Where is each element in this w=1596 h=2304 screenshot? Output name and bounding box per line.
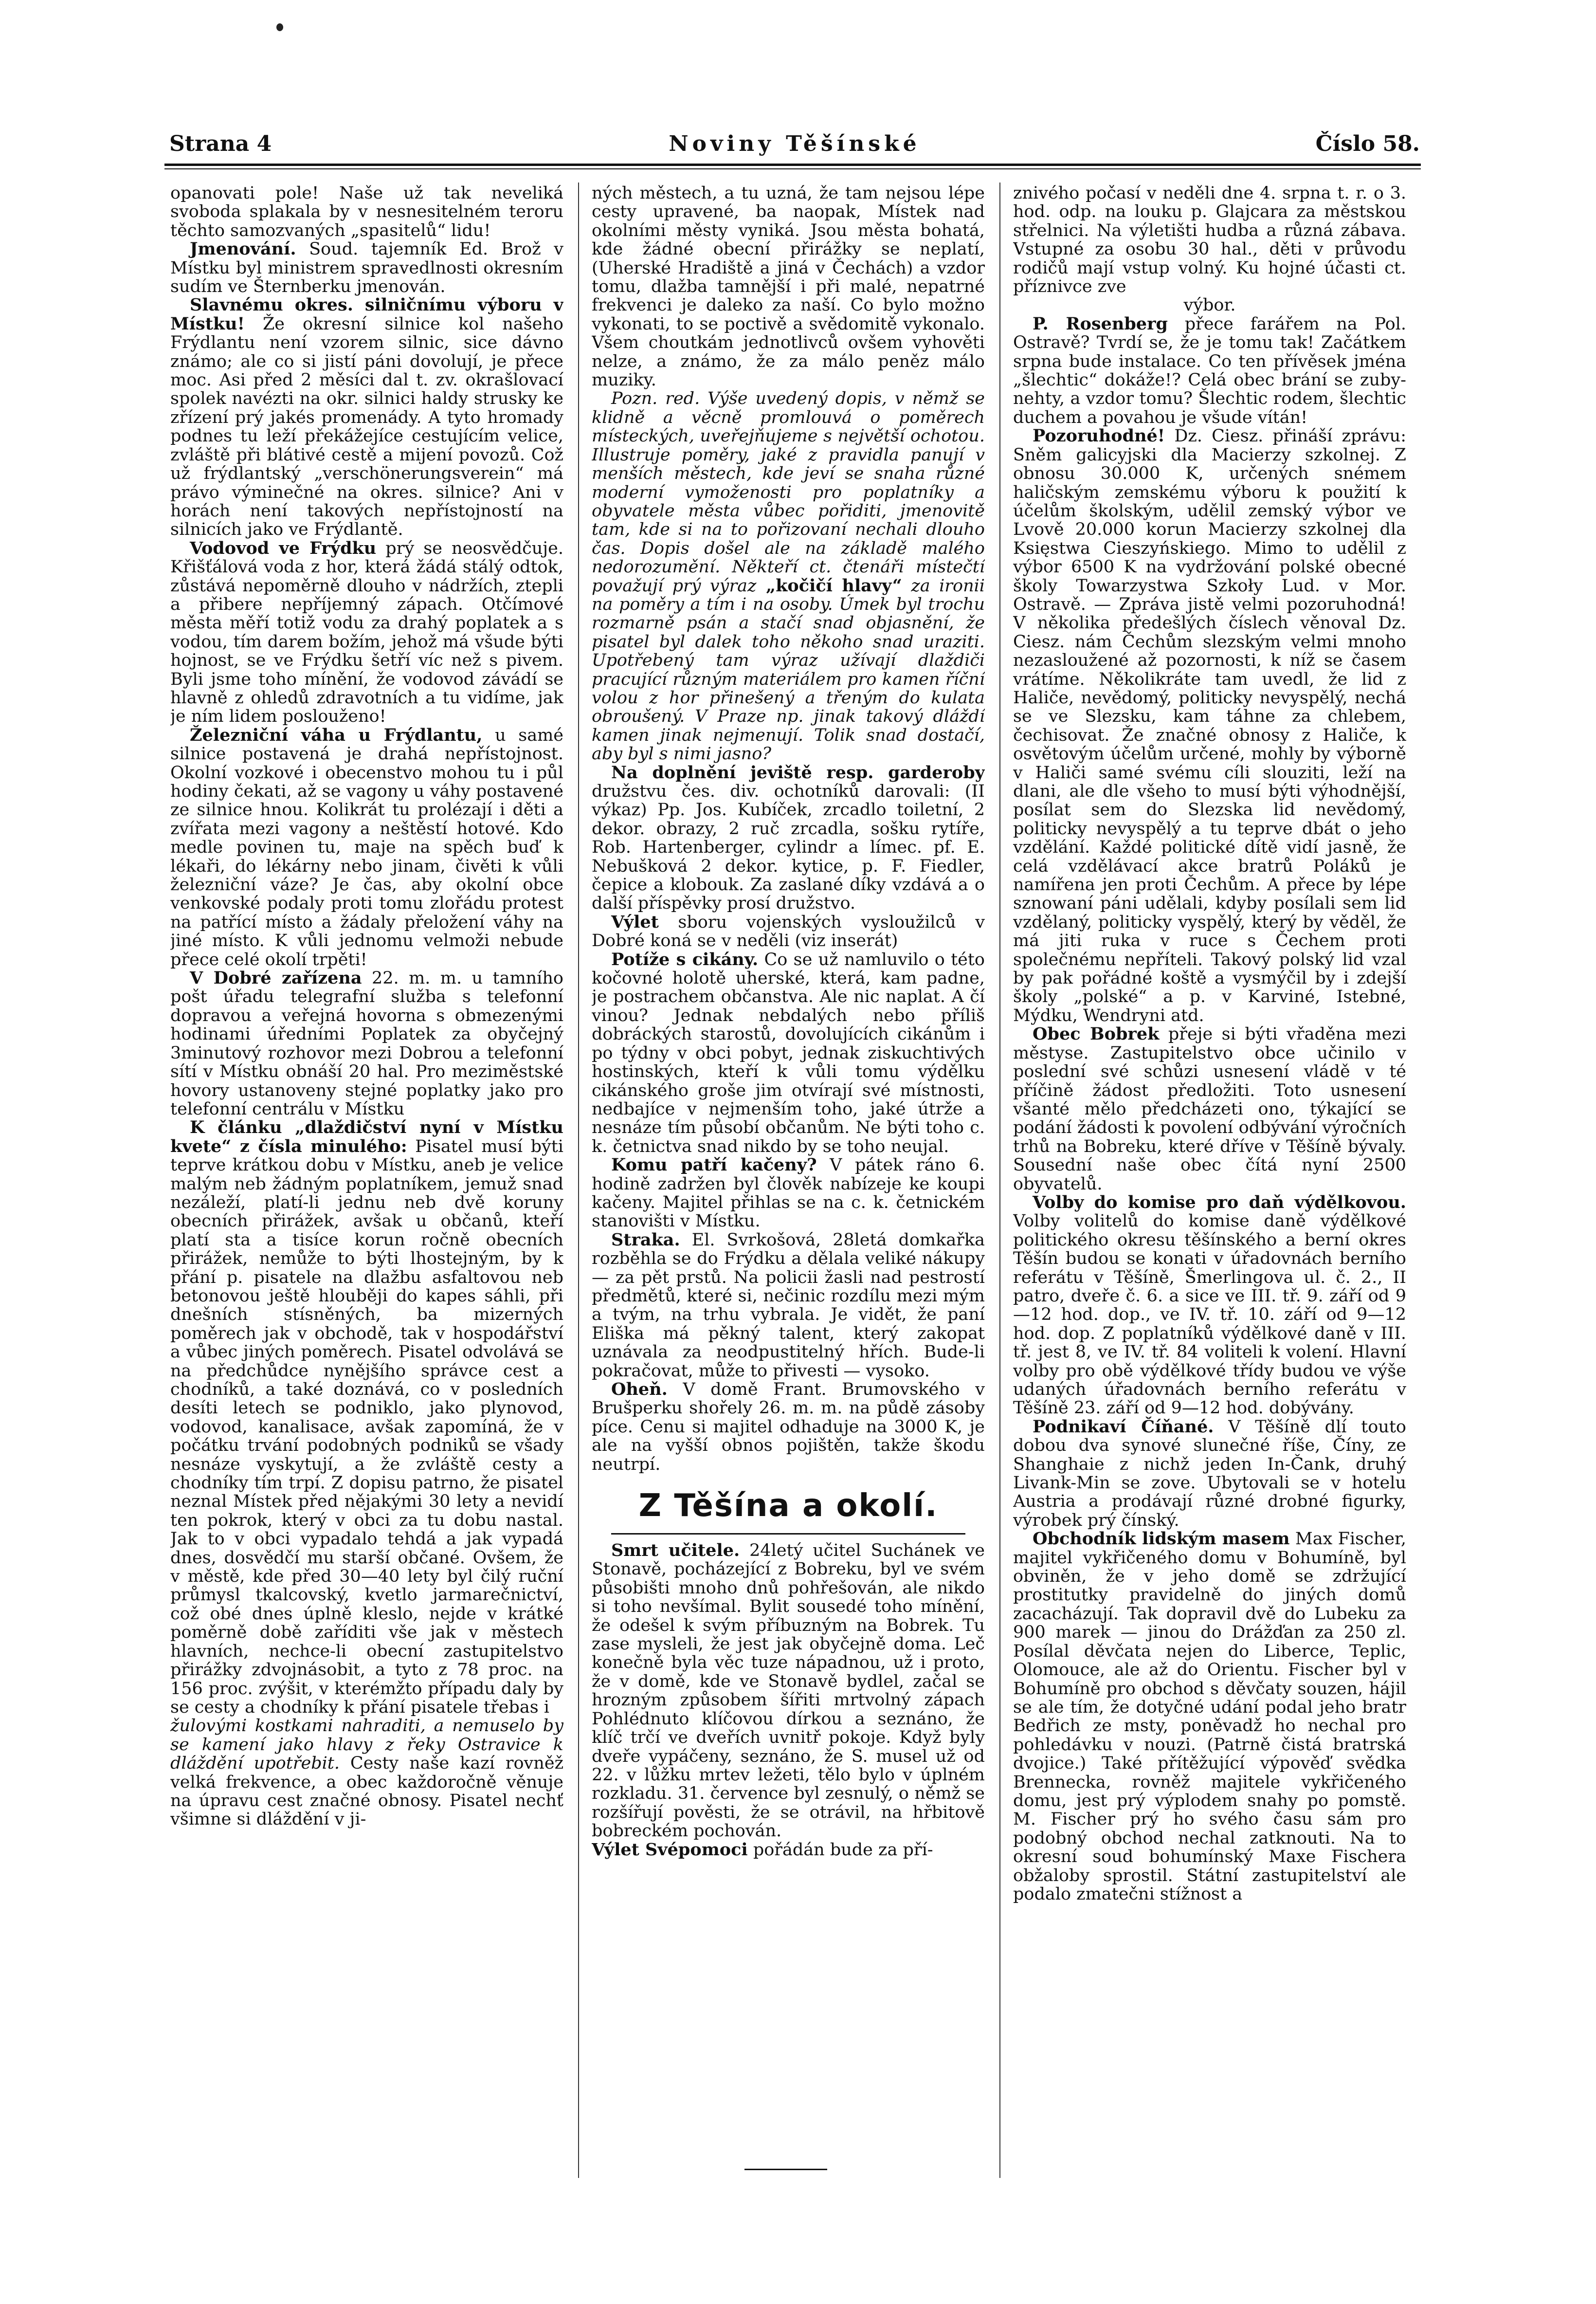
- article-headline: Obec Bobrek: [1033, 1024, 1160, 1044]
- article-text: Cesty naše kazí rovněž velká frekvence, a obec každoročně věnuje na úpravu cest značné obnosy. Pisatel nechť všimne si dláždění v ji-: [170, 1754, 563, 1829]
- article-text: Max Fischer, majitel vykřičeného domu v Bohumíně, byl obviněn, že v jeho domě se zdržující prostitutky pravidelně do jiných domů zacacházují. Tak dopravil dvě do Lubeku za 900 marek — jinou do Drážďan za 250 zl. Posílal děvčata nejen do Liberce, Teplic, Olomouce, ale až do Orientu. Fischer byl v Bohumíně pro obchod s děvčaty souzen, hájil se ale tím, že dotyčné udání podal jeho bratr Bedřich ze msty, poněvadž ho nechal pro pohledávku v nouzi. (Patrně čistá bratrská dvojice.) Také přítěžující výpověď svědka Brennecka, rovněž majitele vykřičeného domu, jest prý výplodem snahy po pomstě. M. Fischer prý ho svého času sám pro podobný obchod nechal zatknouti. Na to okresní soud bohumínský Maxe Fischera obžaloby sprostil. Státní zastupitelství ale podalo zmatečni stížnost a: [1013, 1529, 1406, 1904]
- article-paragraph: [1013, 1530, 1406, 1903]
- article-paragraph: [170, 1118, 563, 1717]
- article-paragraph: [592, 1841, 985, 1859]
- article-text: El. Svrkošová, 28letá domkařka rozběhla se do Frýdku a dělala veliké nákupy — za pět prstů. Na policii žasli nad pestrostí předmětů, které si, nečinic rozdílu mezi mým a tvým, na trhu vybrala. Je vidět, že paní Eliška má pěkný talent, který zakopat uznávala za neodpustitelný hřích. Bude-li pokračovat, může to přivesti — vysoko.: [592, 1230, 985, 1381]
- article-headline: P. Rosenberg: [1033, 313, 1168, 334]
- ink-dot: [276, 23, 283, 31]
- article-paragraph: [170, 240, 563, 296]
- signature: výbor.: [1183, 295, 1236, 315]
- article-text: sboru vojenských vysloužilců v Dobré koná se v neděli (viz inserát): [592, 912, 985, 951]
- article-headline: V Dobré zařízena: [190, 968, 362, 988]
- article-paragraph: [592, 389, 985, 763]
- header-rule: [164, 164, 1421, 166]
- article-headline: Železniční váha u Frýdlantu,: [190, 725, 483, 745]
- article-headline: Výlet Svépomoci: [592, 1839, 748, 1860]
- bold-term: „kočičí hlavy“: [756, 575, 902, 596]
- article-paragraph: [170, 969, 563, 1118]
- article-headline: Volby do komise pro daň výdělkovou.: [1033, 1192, 1406, 1212]
- column-divider: [578, 183, 579, 2178]
- italic-text: za ironii na poměry a tím i na osoby. Úmek byl trochu rozmarně psán a stačí snad objasnění, že pisatel byl dalek toho někoho snad uraziti. Upotřebený tam výraz užívají dlaždiči pracující různým materiálem pro kamen říční volou z hor přinešený a třeným do kulata obroušený. V Praze np. jinak takový dláždí kamen jinak nejmenují. Tolik snad dostačí, aby byl s nimi jasno?: [592, 576, 985, 764]
- article-paragraph: [1013, 1418, 1406, 1530]
- article-text: opanovati pole! Naše už tak neveliká svoboda splakala by v nesnesitelném teroru těchto samozvaných „spasitelů“ lidu!: [170, 184, 563, 240]
- italic-text: žulovými kostkami nahraditi, a nemuselo by se kamení jako hlavy z řeky Ostravice k dláždění upotřebit.: [170, 1716, 563, 1774]
- section-heading: Z Těšína a okolí.: [638, 1488, 938, 1524]
- article-paragraph: [592, 951, 985, 1156]
- article-text: ných městech, a tu uzná, že tam nejsou lépe cesty upravené, ba naopak, Místek nad okolními městy vyniká. Jsou města bohatá, kde žádné obecní přirážky se neplatí, (Uherské Hradiště a jiná v Čechách) a vzdor tomu, dlažba tamnější i při malé, nepatrné frekvenci je daleko za naší. Co bylo možno vykonati, to se poctivě a svědomitě vykonalo. Všem choutkám jednotlivců ovšem vyhověti nelze, a známo, že za málo peněz málo muziky.: [592, 184, 985, 390]
- article-text: Soud. tajemník Ed. Brož v Místku byl ministrem spravedlnosti okresním sudím ve Šternberku jmenován.: [170, 239, 563, 297]
- article-text: Pisatel musí býti teprve krátkou dobu v Místku, aneb je velice malým neb žádným poplatníkem, jemuž snad nezáleží, platí-li jednu neb dvě koruny obecních přirážek, avšak u občanů, kteří platí sta a tisíce korun ročně obecních přirážek, nemůže to býti lhostejným, by k přání p. pisatele na dlažbu asfaltovou neb betonovou ještě hlouběji do kapes sáhli, při dnešních stísněných, ba mizerných poměrech jak v obchodě, tak v hospodářství a vůbec jiných poměrech. Pisatel odvolává se na předchůdce nynějšího správce cest a chodníků, a také doznává, co v posledních desíti letech se podniklo, jako plynovod, vodovod, kanalisace, avšak zapomíná, že v počátku trvání podobných podniků se všady nesnáze vyskytují, a že zvláště cesty a chodníky tím trpí. Z dopisu patrno, že pisatel neznal Místek před nějakými 30 lety a nevidí ten pokrok, který v obci za tu dobu nastal. Jak to v obci vypadalo tehdá a jak vypadá dnes, dosvědčí mu starší občané. Ovšem, že v městě, kde před 30—40 lety byl čilý ruční průmysl tkalcovský, kvetlo jarmarečnictví, což obé dnes úplně kleslo, nejde v krátké poměrně době zaříditi vše jak v městech hlavních, nechce-li obecní zastupitelstvo přirážky zdvojnásobit, a tyto z 78 proc. na 156 proc. zvýšit, v kterémžto případu daly by se cesty a chodníky k přání pisatele třebas i: [170, 1136, 563, 1717]
- article-text: přeje si býti vřaděna mezi městyse. Zastupitelstvo obce učinilo v poslední své schůzi usnesení vládě v té příčině žádost předložiti. Toto usnesení všanté mělo předcházeti ono, týkající se podání žádosti k povolení odbývání výročních trhů na Bobreku, které dříve v Těšíně bývaly. Sousední naše obec čítá nyní 2500 obyvatelů.: [1013, 1024, 1406, 1194]
- article-paragraph: [592, 184, 985, 389]
- article-paragraph: [592, 1380, 985, 1474]
- article-text: Volby volitelů do komise daně výdělkové politického okresu těšínského a berní okres Těšín budou se konati v úřadovnách berního referátu v Těšíně, Šmerlingova ul. č. 2., II patro, dveře č. 6. a sice ve III. tř. 9. září od 9—12 hod. dop., ve IV. tř. 10. září od 9—12 hod. dop. Z poplatníků výdělkové daně v III. tř. jest 8, ve IV. tř. 84 voliteli k volení. Hlavní volby pro obě výdělkové třídy budou ve výše udaných úřadovnách berního referátu v Těšíně 23. září od 9—12 hod. dobývány.: [1013, 1211, 1406, 1418]
- article-headline: Slavnému okres. silničnímu výboru v Místku!: [170, 295, 563, 334]
- end-rule: [744, 2169, 827, 2170]
- article-paragraph: [170, 296, 563, 539]
- page-header: [169, 131, 1420, 162]
- column-2: [592, 184, 985, 2175]
- article-text: družstvu čes. div. ochotníků darovali: (II výkaz) Pp. Jos. Kubíček, zrcadlo toiletní, 2 dekor. obrazy, 2 ruč zrcadla, sošku rytíře, Rob. Hartenberger, cylindr a límec. pf. E. Nebušková 2 dekor. kytice, p. F. Fiedler, čepice a klobouk. Za zaslané díky vzdává a o další příspěvky prosí družstvo.: [592, 782, 985, 914]
- section-rule: [611, 1533, 965, 1535]
- article-text: pořádán bude za pří-: [747, 1840, 933, 1860]
- article-text: 24letý učitel Suchánek ve Stonavě, pocházející z Bobreku, byl ve svém působišti mnoho dnů pohřešován, ale nikdo si toho nevšímal. Bylit sousedé toho mínění, že odešel k svým příbuzným na Bobrek. Tu zase mysleli, že jest jak obyčejně doma. Leč konečně byla věc tuze nápadnou, už i proto, že v domě, kde ve Stonavě bydlel, začal se hrozným způsobem šířiti mrtvolný zápach Pohlédnuto klíčovou dírkou a seznáno, že klíč trčí ve dveřích uvnitř pokoje. Když byly dveře vypáčeny, seznáno, že S. musel už od 22. v lůžku mrtev ležeti, tělo bylo v úplném rozkladu. 31. července byl zesnulý, o němž se rozšířují pověsti, že se otrávil, na hřbitově bobreckém pochován.: [592, 1541, 985, 1841]
- article-text: Co se už namluvilo o této kočovné holotě uherské, která, kam padne, je postrachem občanstva. Ale nic naplat. A čí vinou? Jednak nebdalých nebo příliš dobráckých starostů, dovolujících cikánům i po týdny v obci pobyt, jednak ziskuchtivých hostinských, kteří k vůli tomu výdělku cikánského groše jim otvírají své místnosti, nedbajíce v nejmenším toho, jaké útrže a nesnáze tím působí občanům. Ne býti toho c. k. četnictva snad nikdo by se toho neujal.: [592, 950, 985, 1156]
- article-paragraph: [592, 913, 985, 951]
- article-text: V domě Frant. Brumovského v Brušperku shořely 26. m. m. na půdě zásoby píce. Cenu si majitel odhaduje na 3000 K, je ale na vyšší obnos pojištěn, takže škodu neutrpí.: [592, 1380, 985, 1474]
- column-1: [170, 184, 563, 2175]
- article-paragraph: [170, 1717, 563, 1829]
- article-headline: Straka.: [611, 1229, 680, 1250]
- article-paragraph: [170, 539, 563, 726]
- article-paragraph: [1013, 1193, 1406, 1418]
- article-paragraph: [592, 1541, 985, 1841]
- italic-text: Pozn. red. Výše uvedený dopis, v němž se klidně a věcně promlouvá o poměrech místeckých, uveřejňujeme s největší ochotou. Illustruje poměry, jaké z pravidla panují v menších městech, kde jeví se snaha různé moderní vymoženosti pro poplatníky a obyvatele města vůbec pořiditi, jmenovitě tam, kde si na to pořizovaní nechali dlouho čas. Dopis došel ale na základě malého nedorozumění. Někteří ct. čtenáři místečtí považují prý výraz: [592, 389, 985, 596]
- article-text: znivého počasí v neděli dne 4. srpna t. r. o 3. hod. odp. na louku p. Glajcara za městskou střelnici. Na výletišti hudba a různá zábava. Vstupné za osobu 30 hal., děti v průvodu rodičů mají vstup volný. Ku hojné účasti ct. příznivce zve: [1013, 184, 1406, 297]
- issue-number: Číslo 58.: [1315, 131, 1420, 156]
- article-text: Že okresní silnice kol našeho Frýdlantu není vzorem silnic, sice dávno známo; ale co si jistí páni dovolují, je přece moc. Asi před 2 měsíci dal t. zv. okrašlovací spolek navézti na okr. silnici haldy strusky ke zřízení prý jakés promenády. A tyto hromady podnes tu leží překážejíce cestujícím velice, zvláště při blátivé cestě a mijení povozů. Což už frýdlantský „verschönerungsverein“ má právo výminečné na okres. silnice? Ani v horách není takových nepřístojností na silnicích jako ve Frýdlantě.: [170, 314, 563, 540]
- article-headline: Komu patří kačeny?: [611, 1155, 817, 1175]
- article-headline: K článku „dlaždičství nyní v Místku kvete“ z čísla minulého:: [170, 1117, 563, 1156]
- page-number: Strana 4: [169, 131, 272, 156]
- newspaper-title: Noviny Těšínské: [669, 131, 921, 156]
- article-text: 22. m. m. u tamního pošt úřadu telegrafní služba s telefonní dopravou a veřejná hovorna s obmezenými hodinami úředními Poplatek za obyčejný 3minutový rozhovor mezi Dobrou a telefonní sítí v Místku obnáší 20 hal. Pro meziměstské hovory ustanoveny stejné poplatky jako pro telefonní centrálu v Místku: [170, 969, 563, 1119]
- article-headline: Obchodník lidským masem: [1033, 1529, 1290, 1549]
- article-text: přece farářem na Pol. Ostravě? Tvrdí se, že je tomu tak! Začátkem srpna bude instalace. Co ten přívěsek jména „šlechtic“ dokáže!? Celá obec brání se zuby-nehty, a vzdor tomu? Šlechtic rodem, šlechtic duchem a povahou je všude vítán!: [1013, 314, 1406, 427]
- article-paragraph: [1013, 1025, 1406, 1193]
- article-text: prý se neosvědčuje. Křišťálová voda z hor, která žádá stálý odtok, zůstává nepoměrně dlouho v nádržích, ztepli a přibere nepříjemný zápach. Otčímové města měří totiž vodu za drahý poplatek a s vodou, tím darem božím, jehož má všude býti hojnost, se ve Frýdku šetří víc než s pivem. Byli jsme toho mínění, že vodovod závádí se hlavně z ohledů zdravotních a tu vidíme, jak je ním lidem poslouženo!: [170, 538, 563, 727]
- article-headline: Vodovod ve Frýdku: [190, 538, 377, 558]
- article-paragraph: [1013, 315, 1406, 427]
- article-headline: Podnikaví Číňané.: [1033, 1416, 1214, 1437]
- article-headline: Výlet: [611, 912, 659, 932]
- article-paragraph: [1013, 427, 1406, 1025]
- article-paragraph: [592, 1231, 985, 1380]
- article-paragraph: [1013, 184, 1406, 296]
- article-paragraph: [170, 726, 563, 969]
- article-headline: Potíže s cikány.: [611, 949, 759, 969]
- article-text: V Těšíně dlí touto dobou dva synové slunečné říše, Číny, ze Shanghaie z nichž jeden In-Čank, druhý Livank-Min se zove. Ubytovali se v hotelu Austria a prodávají různé drobné figurky, výrobek prý čínský.: [1013, 1417, 1406, 1530]
- column-divider: [999, 183, 1000, 2178]
- article-headline: Jmenování.: [190, 239, 296, 259]
- article-text: V pátek ráno 6. hodině zadržen byl člověk nabízeje ke koupi kačeny. Majitel přihlas se na c. k. četnickém stanovišti v Místku.: [592, 1155, 985, 1231]
- article-text: u samé silnice postavená je drahá nepřístojnost. Okolní vozkové i obecenstvo mohou tu i půl hodiny čekati, až se vagony u váhy postavené ze silnice hnou. Kolikrát tu prolézají i děti a zvířata mezi vagony a neštěstí hotové. Kdo medle povinen tu, maje na spěch buď k lékaři, do lékárny nebo jinam, čivěti k vůli železniční váze? Je čas, aby okolní obce venkovské podaly proti tomu zlořádu protest na patřící místo a žádaly přeložení váhy na jiné místo. K vůli jednomu velmoži nebude přece celé okolí trpěti!: [170, 725, 563, 969]
- header-rule-thin: [164, 168, 1421, 169]
- article-headline: Na doplnění jeviště resp. garderoby: [611, 762, 985, 783]
- article-text: Dz. Ciesz. přináší zprávu: Sněm galicyjski dla Macierzy szkolnej. Z obnosu 30.000 K, určených snémem haličským zemskému výboru k použití k účelům školským, udělil zemský výbor ve Lvově 20.000 korun Macierzy szkolnej dla Księstwa Cieszyńskiego. Mimo to udělil z výbor 6500 K na vydržování polské obecné školy Towarzystwa Szkoły Lud. v Mor. Ostravě. — Zpráva jistě velmi pozoruhodná! V několika předešlých číslech věnoval Dz. Ciesz. nám Čechům slezským velmi mnoho nezasloužené až pozornosti, k níž se časem vrátíme. Několikráte tam uvedl, že lid z Haliče, nevědomý, politicky nevyspělý, nechá se ve Slezsku, kam táhne za chlebem, čechisovat. Že značné obnosy z Haliče, k osvětovým účelům určené, mohly by výborně v Haliči samé svému cíli slouziti, leží na dlani, ale dle všeho to musí býti výhodnější, posílat sem do Slezska lid nevědomý, politicky nevyspělý a tu teprve dbát o jeho vzdělání. Každé politické dítě vidí jasně, že celá vzdělávací akce bratrů Poláků je namířena jen proti Čechům. A přece by lépe sznowaní páni udělali, kdyby posílali sem lid vzdělaný, politicky vyspělý, který by věděl, že má jiti ruka v ruce s Čechem proti společnému nepříteli. Takový polský lid vzal by pak pořádné koště a vysmýčil by i zdejší školy „polské“ a p. v Karviné, Istebné, Mýdku, Wendryni atd.: [1013, 426, 1406, 1025]
- article-paragraph: [592, 764, 985, 913]
- column-3: [1013, 184, 1406, 2175]
- article-paragraph: [592, 1156, 985, 1231]
- article-paragraph: [170, 184, 563, 240]
- article-headline: Oheň.: [611, 1379, 668, 1399]
- article-headline: Smrt učitele.: [611, 1540, 740, 1561]
- article-headline: Pozoruhodné!: [1033, 426, 1165, 446]
